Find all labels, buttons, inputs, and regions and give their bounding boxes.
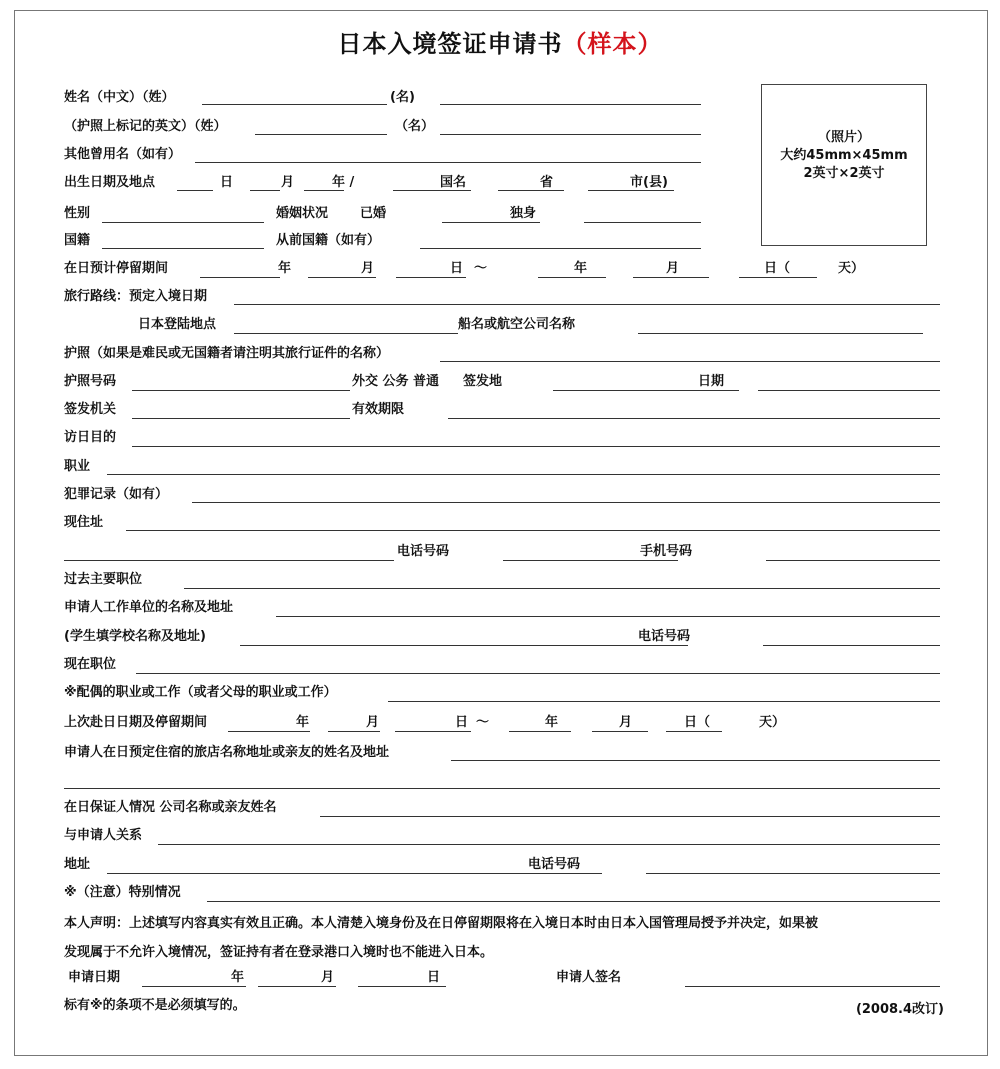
city-label: 市(县) (630, 175, 668, 190)
former-nationality-field[interactable] (420, 248, 701, 249)
last-to-day-field[interactable] (666, 731, 722, 732)
declaration-line1: 本人声明：上述填写内容真实有效且正确。本人清楚入境身份及在日停留期限将在入境日本时由日本入国管理局授予并决定，如果被 (64, 916, 819, 931)
apply-year-label: 年 (231, 970, 245, 985)
travel-doc-field[interactable] (440, 361, 940, 362)
lodging-field[interactable] (451, 760, 940, 761)
issue-place-field[interactable] (553, 390, 739, 391)
validity-field[interactable] (448, 418, 940, 419)
surname-en-field[interactable] (255, 134, 387, 135)
last-month-field[interactable] (328, 731, 380, 732)
sex-field[interactable] (102, 222, 264, 223)
stay-days-label: 天） (838, 261, 865, 276)
lodging-field-2[interactable] (64, 788, 940, 789)
stay-to-month-label: 月 (666, 261, 680, 276)
past-position-label: 过去主要职位 (64, 572, 143, 587)
signature-label: 申请人签名 (556, 970, 622, 985)
relation-field[interactable] (158, 844, 940, 845)
last-to-day-label: 日（ (684, 715, 711, 730)
landing-field[interactable] (234, 333, 458, 334)
married-field[interactable] (442, 222, 540, 223)
stay-month-label: 月 (361, 261, 375, 276)
signature-field[interactable] (685, 986, 940, 987)
sex-label: 性别 (64, 206, 91, 221)
relation-label: 与申请人关系 (64, 828, 143, 843)
issue-date-field[interactable] (758, 390, 940, 391)
last-day-field[interactable] (395, 731, 471, 732)
employer-label: 申请人工作单位的名称及地址 (64, 600, 234, 615)
birth-label: 出生日期及地点 (64, 175, 156, 190)
tel-field[interactable] (503, 560, 678, 561)
school-field[interactable] (240, 645, 688, 646)
birth-day-field[interactable] (177, 190, 213, 191)
country-label: 国名 (440, 175, 467, 190)
entry-date-field[interactable] (234, 304, 940, 305)
stay-label: 在日预计停留期间 (64, 261, 169, 276)
photo-size-inch: 2英寸×2英寸 (803, 166, 885, 181)
photo-size-mm: 大约45mm×45mm (780, 148, 908, 163)
address-field[interactable] (126, 530, 940, 531)
itinerary-label: 旅行路线：预定入境日期 (64, 289, 208, 304)
occupation-field[interactable] (107, 474, 940, 475)
stay-from-year-field[interactable] (200, 277, 280, 278)
photo-label: （照片） (817, 130, 870, 145)
optional-note: 标有※的条项不是必须填写的。 (64, 998, 246, 1013)
stay-to-year-label: 年 (574, 261, 588, 276)
purpose-field[interactable] (132, 446, 940, 447)
spouse-label: ※配偶的职业或工作（或者父母的职业或工作） (64, 685, 337, 700)
passport-no-field[interactable] (132, 390, 350, 391)
apply-day-field[interactable] (358, 986, 446, 987)
name-en-label: （护照上标记的英文）（姓） (64, 119, 227, 134)
name-cn-label: 姓名（中文）（姓） (64, 90, 175, 105)
last-to-month-field[interactable] (592, 731, 648, 732)
form-title: 日本入境签证申请书（样本） (337, 30, 663, 58)
guarantor-tel-label: 电话号码 (528, 857, 581, 872)
authority-field[interactable] (132, 418, 350, 419)
mobile-label: 手机号码 (640, 544, 693, 559)
guarantor-address-label: 地址 (64, 857, 91, 872)
given-cn-field[interactable] (440, 104, 701, 105)
stay-to-day-field[interactable] (739, 277, 817, 278)
birth-province-field[interactable] (498, 190, 564, 191)
address-field-2[interactable] (64, 560, 394, 561)
employer-field[interactable] (276, 616, 940, 617)
photo-box (761, 84, 927, 246)
validity-label: 有效期限 (352, 402, 405, 417)
given-en-field[interactable] (440, 134, 701, 135)
last-day-label: 日 (455, 715, 469, 730)
last-to-year-label: 年 (545, 715, 559, 730)
stay-from-day-field[interactable] (396, 277, 466, 278)
occupation-label: 职业 (64, 459, 91, 474)
apply-month-label: 月 (321, 970, 335, 985)
passport-type-options[interactable]: 外交 公务 普通 (352, 374, 440, 389)
guarantor-field[interactable] (320, 816, 940, 817)
last-month-label: 月 (366, 715, 380, 730)
apply-date-label: 申请日期 (68, 970, 121, 985)
given-en-label: （名） (395, 119, 435, 134)
last-to-month-label: 月 (619, 715, 633, 730)
guarantor-label: 在日保证人情况 公司名称或亲友姓名 (64, 800, 277, 815)
special-field[interactable] (207, 901, 940, 902)
day-label: 日 (220, 175, 234, 190)
apply-month-field[interactable] (258, 986, 336, 987)
stay-to-year-field[interactable] (538, 277, 606, 278)
nationality-label: 国籍 (64, 233, 91, 248)
stay-to-day-label: 日（ (764, 261, 791, 276)
nationality-field[interactable] (102, 248, 264, 249)
sample-mark: （样本） (562, 30, 663, 58)
province-label: 省 (540, 175, 554, 190)
current-position-field[interactable] (136, 673, 940, 674)
criminal-field[interactable] (192, 502, 940, 503)
passport-note-label: 护照（如果是难民或无国籍者请注明其旅行证件的名称） (64, 346, 390, 361)
last-days-label: 天） (759, 715, 786, 730)
landing-label: 日本登陆地点 (138, 317, 217, 332)
ship-field[interactable] (638, 333, 923, 334)
single-field[interactable] (584, 222, 701, 223)
stay-tilde: 〜 (474, 261, 488, 276)
guarantor-address-field[interactable] (107, 873, 602, 874)
surname-cn-field[interactable] (202, 104, 387, 105)
declaration-line2: 发现属于不允许入境情况，签证持有者在登录港口入境时也不能进入日本。 (64, 945, 494, 960)
tel-label: 电话号码 (397, 544, 450, 559)
revision-note: (2008.4改订) (855, 1002, 944, 1017)
former-name-label: 其他曾用名（如有） (64, 147, 182, 162)
address-label: 现住址 (64, 515, 104, 530)
given-cn-label: (名) (390, 90, 415, 105)
guarantor-tel-field[interactable] (646, 873, 940, 874)
married-option[interactable]: 已婚 (360, 206, 387, 221)
issue-date-label: 日期 (698, 374, 725, 389)
passport-no-label: 护照号码 (64, 374, 117, 389)
authority-label: 签发机关 (64, 402, 117, 417)
last-visit-label: 上次赴日日期及停留期间 (64, 715, 208, 730)
special-label: ※（注意）特别情况 (64, 885, 181, 900)
school-label: (学生填学校名称及地址) (64, 629, 206, 644)
school-tel-label: 电话号码 (638, 629, 691, 644)
stay-year-label: 年 (278, 261, 292, 276)
last-year-label: 年 (296, 715, 310, 730)
mobile-field[interactable] (766, 560, 940, 561)
former-nationality-label: 从前国籍（如有） (276, 233, 381, 248)
apply-day-label: 日 (427, 970, 441, 985)
current-position-label: 现在职位 (64, 657, 117, 672)
spouse-field[interactable] (388, 701, 940, 702)
last-tilde: 〜 (476, 715, 490, 730)
issue-place-label: 签发地 (463, 374, 503, 389)
marital-label: 婚姻状况 (276, 206, 329, 221)
stay-from-month-field[interactable] (308, 277, 376, 278)
stay-day-label: 日 (450, 261, 464, 276)
ship-label: 船名或航空公司名称 (458, 317, 576, 332)
month-label: 月 (281, 175, 295, 190)
apply-year-field[interactable] (142, 986, 246, 987)
school-tel-field[interactable] (763, 645, 940, 646)
single-option[interactable]: 独身 (510, 206, 537, 221)
criminal-label: 犯罪记录（如有） (64, 487, 169, 502)
stay-to-month-field[interactable] (633, 277, 709, 278)
past-position-field[interactable] (184, 588, 940, 589)
year-label: 年 / (332, 175, 355, 190)
former-name-field[interactable] (195, 162, 701, 163)
last-year-field[interactable] (228, 731, 310, 732)
purpose-label: 访日目的 (64, 430, 117, 445)
lodging-label: 申请人在日预定住宿的旅店名称地址或亲友的姓名及地址 (64, 745, 390, 760)
birth-month-field[interactable] (250, 190, 280, 191)
last-to-year-field[interactable] (509, 731, 571, 732)
